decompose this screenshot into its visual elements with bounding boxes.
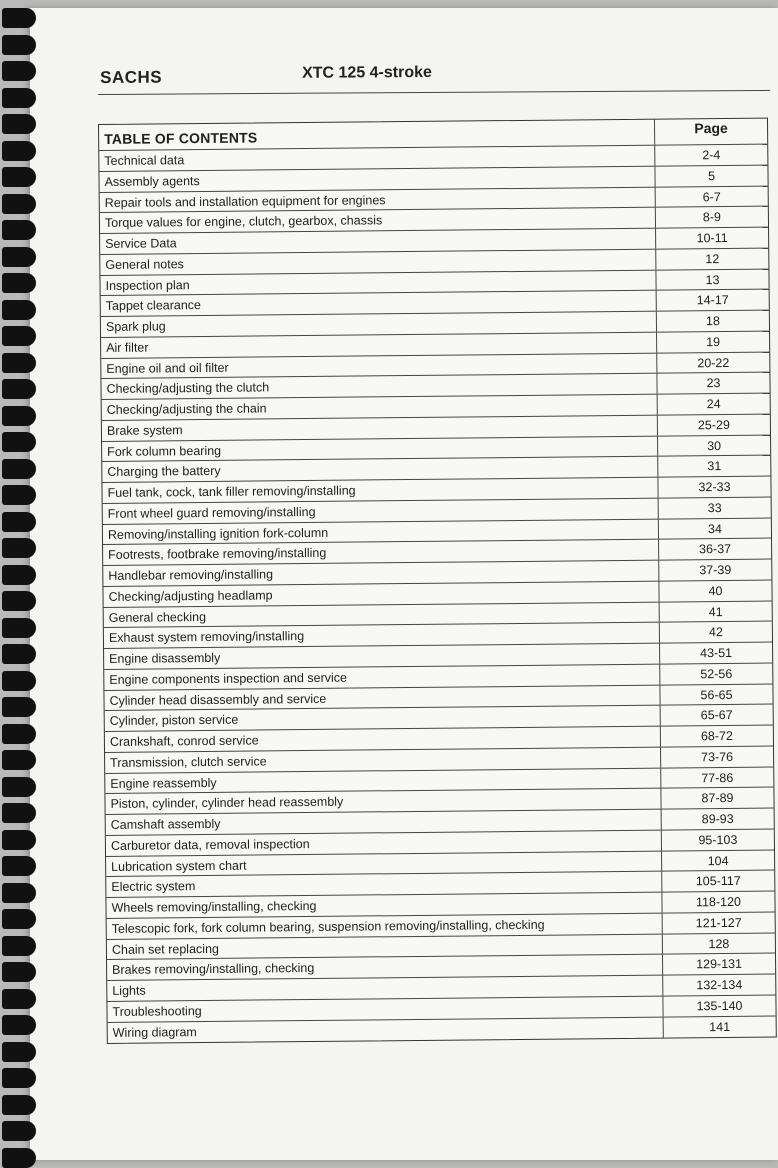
binding-ring (2, 8, 36, 28)
toc-entry-title: General notes (100, 249, 656, 274)
toc-entry-page: 31 (707, 459, 722, 474)
binding-ring (2, 353, 36, 373)
toc-entry-page: 128 (708, 936, 730, 951)
toc-entry-title: Wiring diagram (108, 1017, 664, 1043)
binding-ring (2, 220, 36, 240)
binding-ring (2, 1148, 36, 1168)
page-header (98, 62, 770, 95)
toc-entry-title: Chain set replacing (107, 934, 663, 959)
binding-ring (2, 856, 36, 876)
toc-entry-title: Cylinder, piston service (105, 706, 661, 731)
binding-ring (2, 512, 36, 532)
binding-ring (2, 777, 36, 797)
toc-entry-title: Torque values for engine, clutch, gearbox, chassis (100, 208, 656, 233)
toc-entry-page: 5 (707, 168, 716, 183)
toc-entry-page: 105-117 (695, 874, 741, 889)
binding-ring (2, 35, 36, 55)
toc-entry-title: Exhaust system removing/installing (104, 623, 660, 648)
binding-ring (2, 114, 36, 134)
toc-entry-title: Checking/adjusting headlamp (103, 581, 659, 606)
toc-entry-page: 65-67 (700, 708, 733, 723)
toc-entry-title: Crankshaft, conrod service (105, 727, 661, 752)
toc-entry-title: Removing/installing ignition fork-column (103, 519, 659, 544)
toc-entry-page: 30 (707, 438, 722, 453)
toc-entry-page: 42 (708, 625, 723, 640)
toc-entry-title: Charging the battery (102, 457, 658, 482)
toc-entry-page: 77-86 (701, 770, 734, 785)
binding-ring (2, 724, 36, 744)
toc-entry-title: Carburetor data, removal inspection (106, 830, 662, 855)
toc-entry-title: Service Data (100, 229, 656, 254)
toc-entry-page: 87-89 (701, 791, 734, 806)
toc-entry-title: Technical data (99, 146, 655, 171)
table-of-contents (98, 118, 777, 1045)
binding-ring (2, 1068, 36, 1088)
binding-ring (2, 459, 36, 479)
toc-entry-title: Handlebar removing/installing (103, 561, 659, 586)
toc-entry-page: 18 (705, 314, 720, 329)
toc-entry-page: 24 (706, 397, 721, 412)
binding-ring (2, 406, 36, 426)
toc-entry-title: Inspection plan (100, 270, 656, 295)
binding-ring (2, 432, 36, 452)
binding-ring (2, 989, 36, 1009)
toc-entry-page: 13 (705, 272, 720, 287)
binding-ring (2, 644, 36, 664)
toc-entry-title: Spark plug (101, 312, 657, 337)
binding-ring (2, 300, 36, 320)
toc-entry-title: Assembly agents (99, 166, 655, 191)
toc-entry-title: Checking/adjusting the chain (102, 395, 658, 420)
toc-entry-title: Cylinder head disassembly and service (104, 685, 660, 710)
toc-entry-title: Telescopic fork, fork column bearing, suspension removing/installing, checking (107, 913, 663, 938)
toc-entry-page: 89-93 (701, 811, 734, 827)
toc-entry-title: Engine reassembly (105, 768, 661, 793)
toc-entry-page: 34 (707, 521, 722, 536)
binding-ring (2, 591, 36, 611)
toc-entry-page: 43-51 (700, 645, 733, 661)
toc-entry-title: Front wheel guard removing/installing (103, 498, 659, 523)
toc-entry-page: 8-9 (702, 210, 722, 225)
model-title: XTC 125 4-stroke (301, 63, 432, 82)
toc-entry-page: 20-22 (697, 355, 730, 370)
binding-ring (2, 326, 36, 346)
binding-ring (2, 1095, 36, 1115)
binding-ring (2, 1015, 36, 1035)
page-column-header: Page (694, 119, 728, 137)
toc-entry-page: 95-103 (698, 832, 738, 848)
toc-entry-title: Piston, cylinder, cylinder head reassembly (105, 789, 661, 814)
binding-ring (2, 379, 36, 399)
toc-entry-title: Camshaft assembly (106, 810, 662, 835)
toc-entry-title: Footrests, footbrake removing/installing (103, 540, 659, 565)
toc-entry-title: General checking (104, 602, 660, 627)
binding-ring (2, 273, 36, 293)
toc-entry-page: 19 (706, 334, 721, 349)
toc-entry-page: 23 (706, 376, 721, 391)
toc-entry-page: 52-56 (700, 666, 733, 681)
toc-entry-page: 32-33 (698, 479, 731, 495)
binding-ring (2, 88, 36, 108)
toc-entry-title: Repair tools and installation equipment for engines (100, 187, 656, 212)
toc-entry-page: 2-4 (702, 148, 721, 163)
toc-entry-title: Fork column bearing (102, 436, 658, 461)
toc-entry-title: Engine oil and oil filter (101, 353, 657, 378)
brand-name: SACHS (100, 67, 163, 87)
toc-entry-page: 25-29 (697, 417, 730, 433)
toc-entry-page: 129-131 (696, 957, 743, 972)
binding-ring (2, 565, 36, 585)
toc-entry-page: 6-7 (702, 189, 721, 204)
toc-entry-page: 33 (707, 500, 722, 515)
toc-entry-title: Lights (107, 976, 663, 1001)
toc-entry-page: 56-65 (700, 687, 733, 702)
toc-entry-page: 104 (707, 853, 729, 868)
toc-entry-page: 36-37 (699, 542, 732, 557)
toc-entry-title: Wheels removing/installing, checking (106, 893, 662, 918)
toc-entry-title: Air filter (101, 332, 657, 357)
toc-entry-page: 37-39 (699, 562, 732, 578)
toc-entry-page: 141 (709, 1019, 731, 1034)
binding-ring (2, 141, 36, 161)
toc-entry-page: 10-11 (696, 230, 728, 246)
binding-ring (2, 697, 36, 717)
binding-ring (2, 618, 36, 638)
toc-entry-page: 73-76 (701, 749, 734, 764)
toc-entry-title: Fuel tank, cock, tank filler removing/installing (102, 478, 658, 503)
toc-entry-title: Engine components inspection and service (104, 664, 660, 689)
binding-ring (2, 485, 36, 505)
toc-entry-page: 132-134 (696, 977, 743, 993)
toc-entry-title: Brake system (102, 415, 658, 440)
binding-ring (2, 962, 36, 982)
toc-entry-page: 14-17 (696, 293, 729, 308)
binding-ring (2, 194, 36, 214)
binding-ring (2, 1121, 36, 1141)
toc-entry-title: Checking/adjusting the clutch (101, 374, 657, 399)
binding-ring (2, 671, 36, 691)
toc-entry-page: 12 (705, 251, 720, 266)
toc-entry-title: Tappet clearance (101, 291, 657, 316)
toc-entry-title: Brakes removing/installing, checking (107, 955, 663, 980)
toc-entry-title: Electric system (106, 872, 662, 897)
binding-ring (2, 61, 36, 81)
binding-ring (2, 750, 36, 770)
binding-ring (2, 247, 36, 267)
toc-entry-page: 135-140 (696, 998, 743, 1014)
binding-ring (2, 883, 36, 903)
toc-title: TABLE OF CONTENTS (99, 120, 655, 150)
spiral-binding (0, 0, 40, 1168)
binding-ring (2, 167, 36, 187)
toc-entry-title: Lubrication system chart (106, 851, 662, 876)
toc-entry-title: Engine disassembly (104, 644, 660, 669)
binding-ring (2, 803, 36, 823)
binding-ring (2, 936, 36, 956)
toc-entry-page: 41 (708, 604, 723, 619)
binding-ring (2, 909, 36, 929)
binding-ring (2, 538, 36, 558)
toc-entry-page: 40 (708, 583, 723, 598)
toc-entry-page: 68-72 (700, 728, 733, 744)
toc-entry-page: 118-120 (695, 894, 742, 910)
binding-ring (2, 1042, 36, 1062)
toc-entry-page: 121-127 (695, 915, 742, 931)
binding-ring (2, 830, 36, 850)
toc-entry-title: Troubleshooting (107, 996, 663, 1021)
toc-entry-title: Transmission, clutch service (105, 747, 661, 772)
